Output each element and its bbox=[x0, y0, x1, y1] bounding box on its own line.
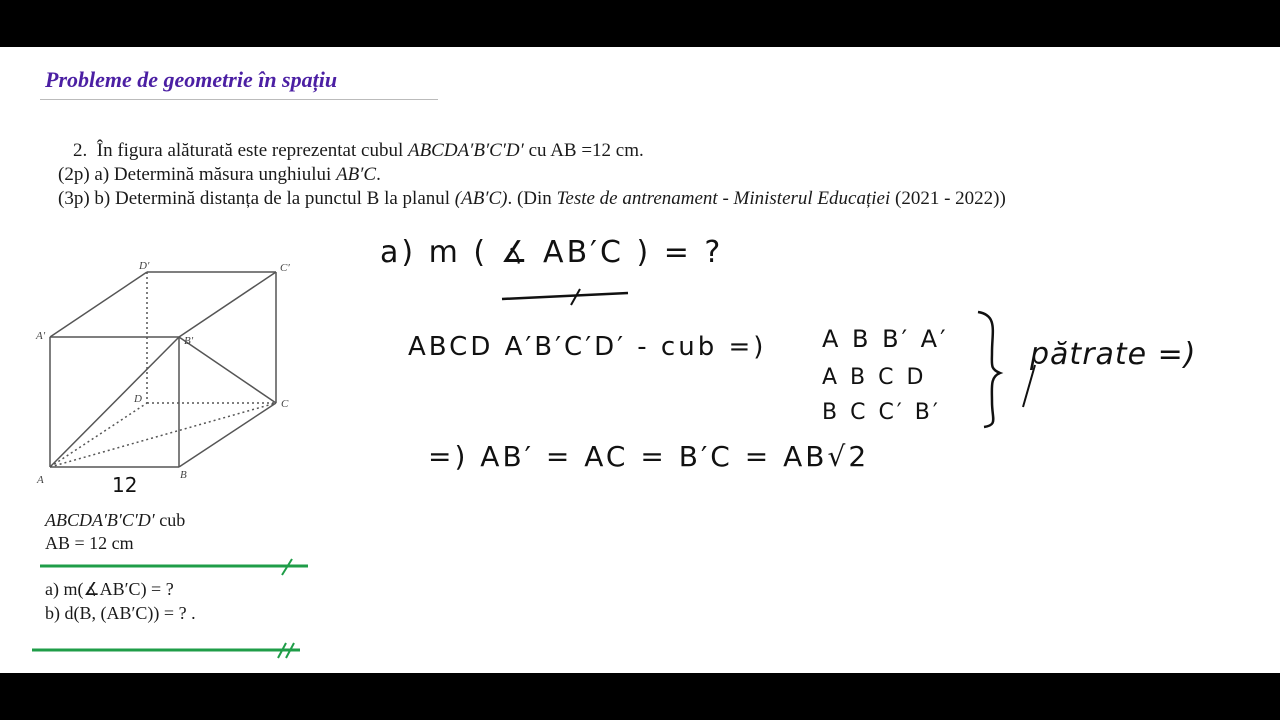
edge-b1c1 bbox=[179, 272, 276, 337]
part-a-points: (2p) bbox=[58, 164, 90, 185]
hw-squares-word: pătrate =) bbox=[1030, 337, 1197, 372]
given-ab: AB = 12 cm bbox=[45, 533, 134, 553]
hw-equalities: =) AB′ = AC = B′C = AB√2 bbox=[428, 440, 870, 473]
edge-ab1 bbox=[50, 337, 179, 467]
label-a: A bbox=[37, 474, 44, 486]
label-b1: B′ bbox=[184, 335, 194, 347]
given-cube: ABCDA′B′C′D′ bbox=[45, 510, 155, 530]
edge-a1d1 bbox=[50, 272, 147, 337]
edge-bc bbox=[179, 403, 276, 467]
hw-underline bbox=[502, 293, 628, 299]
label-a1: A′ bbox=[36, 330, 46, 342]
drawing-layer bbox=[0, 47, 1280, 673]
problem-number: 2. bbox=[73, 140, 88, 161]
hw-p-stem bbox=[1023, 365, 1035, 407]
given-cube-word: cub bbox=[159, 510, 186, 530]
source-prefix: . (Din bbox=[507, 188, 552, 209]
cube-name: ABCDA′B′C′D′ bbox=[407, 140, 524, 161]
problem-intro-end: cu AB =12 cm. bbox=[528, 140, 644, 161]
side-label: 12 bbox=[112, 473, 138, 497]
question-a: a) m(∡AB′C) = ? bbox=[45, 579, 174, 599]
edge-b1c bbox=[179, 337, 276, 403]
part-b-text: b) Determină distanța de la punctul B la planul bbox=[94, 188, 451, 209]
angle-name: AB′C bbox=[336, 164, 377, 185]
label-c: C bbox=[281, 398, 289, 410]
page-title: Probleme de geometrie în spațiu bbox=[45, 67, 338, 92]
label-c1: C′ bbox=[280, 262, 290, 274]
hw-brace bbox=[978, 312, 1000, 427]
label-d: D bbox=[134, 393, 142, 405]
question-b: b) d(B, (AB′C)) = ? . bbox=[45, 603, 196, 623]
hw-cube-statement: ABCD A′B′C′D′ - cub =) bbox=[408, 332, 767, 362]
problem-intro: În figura alăturată este reprezentat cubul bbox=[96, 140, 404, 161]
cube-figure bbox=[50, 272, 276, 467]
part-b-points: (3p) bbox=[58, 188, 90, 209]
source-years: (2021 - 2022)) bbox=[895, 188, 1006, 209]
source-title: Teste de antrenament - Ministerul Educației bbox=[556, 188, 891, 209]
hw-underline-tick bbox=[571, 289, 580, 305]
hw-square-1: A B B′ A′ bbox=[822, 325, 949, 353]
hw-question-a: a) m ( ∡ AB′C ) = ? bbox=[380, 235, 724, 270]
edge-ac-hidden bbox=[50, 403, 276, 467]
label-d1: D′ bbox=[139, 260, 150, 272]
hw-square-2: A B C D bbox=[822, 365, 927, 390]
part-a-text: a) Determină măsura unghiului bbox=[94, 164, 332, 185]
plane-name: (AB′C) bbox=[454, 188, 508, 209]
problem-line-2: (2p) a) Determină măsura unghiului AB′C. bbox=[58, 164, 381, 185]
edge-ad-hidden bbox=[50, 403, 147, 467]
hw-square-3: B C C′ B′ bbox=[822, 400, 941, 425]
label-b: B bbox=[180, 469, 187, 481]
document-page bbox=[0, 47, 1280, 673]
